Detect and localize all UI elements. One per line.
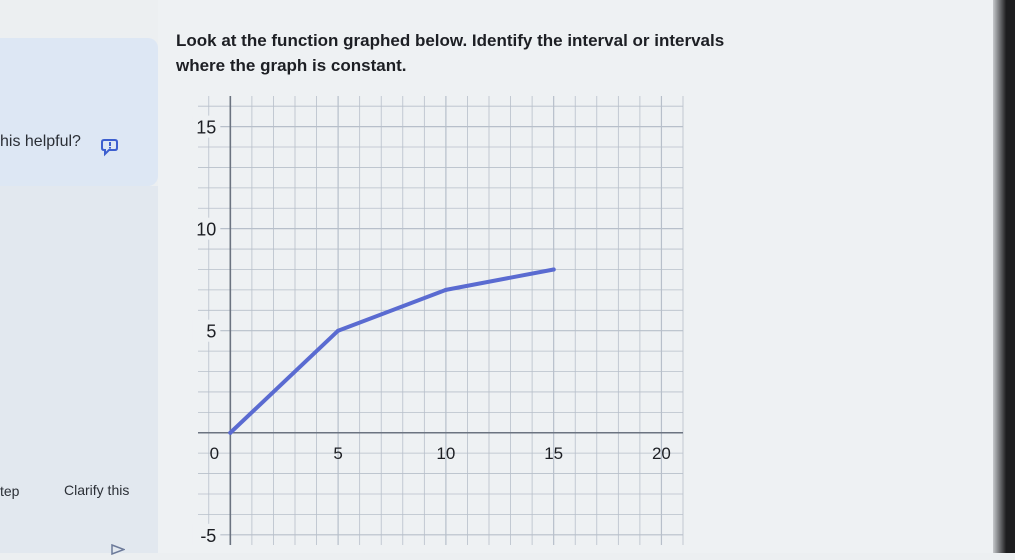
y-tick-label: 5	[206, 321, 217, 342]
x-tick-label: 20	[651, 443, 671, 463]
curve-vertex-point	[228, 431, 232, 435]
clarify-this-button[interactable]: Clarify this	[58, 478, 135, 502]
question-text: Look at the function graphed below. Identify the interval or intervals where the graph is constant.	[176, 31, 725, 75]
step-button-label[interactable]: tep	[0, 483, 20, 499]
x-tick-label: 15	[544, 443, 564, 463]
send-arrow-icon[interactable]	[111, 542, 125, 553]
curve-vertex-point	[444, 288, 448, 292]
chat-bubble-exclamation-icon[interactable]	[100, 137, 120, 157]
x-tick-label: 0	[209, 443, 220, 463]
y-tick-label: 15	[196, 117, 217, 138]
curve-vertex-point	[336, 329, 340, 333]
y-tick-label: 10	[196, 219, 217, 240]
helpful-prompt: his helpful?	[0, 133, 81, 150]
x-tick-label: 10	[436, 443, 456, 463]
x-tick-label: 5	[333, 443, 343, 463]
y-tick-label: -5	[200, 525, 217, 546]
feedback-card	[0, 38, 158, 186]
screen-bezel	[993, 0, 1015, 553]
function-graph	[188, 88, 693, 553]
curve-vertex-point	[552, 267, 556, 271]
